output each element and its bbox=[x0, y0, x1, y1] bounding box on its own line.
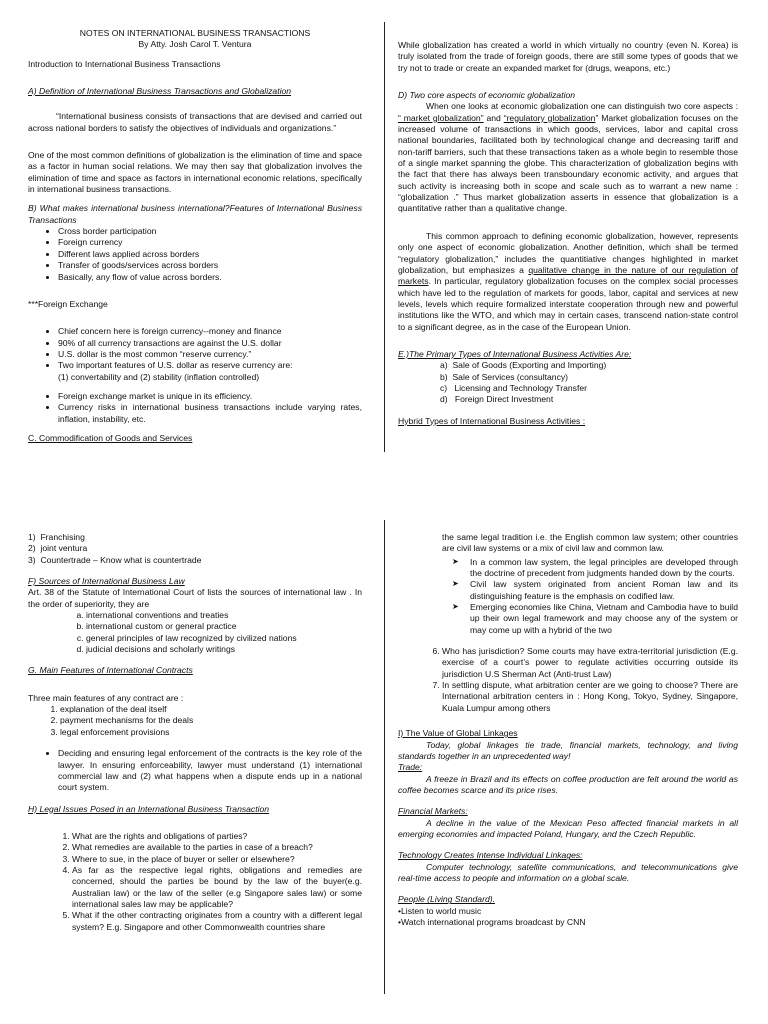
section-g-heading: G. Main Features of International Contracts bbox=[28, 665, 193, 676]
list-item: a) Sale of Goods (Exporting and Importing) bbox=[440, 360, 607, 371]
intro-heading: Introduction to International Business Transactions bbox=[28, 58, 221, 69]
trade-heading: Trade: bbox=[398, 762, 423, 773]
section-c-heading: C. Commodification of Goods and Services bbox=[28, 432, 193, 443]
arrow-icon: ➤ bbox=[452, 602, 459, 612]
list-item: 1) Franchising bbox=[28, 532, 85, 542]
people-item: •Listen to world music bbox=[398, 905, 482, 916]
fx-list bbox=[28, 326, 362, 371]
list-item: 2. What remedies are available to the parties in case of a breach? bbox=[72, 842, 362, 853]
enforcement-bullet bbox=[28, 748, 362, 793]
section-i-heading: I) The Value of Global Linkages bbox=[398, 728, 518, 739]
page-2 bbox=[384, 0, 768, 512]
contract-features-paragraph: Three main features of any contract are : bbox=[28, 692, 184, 703]
linkages-paragraph: Today, global linkages tie trade, financial markets, technology, and living standards together in an unprecedented way! bbox=[398, 739, 738, 761]
list-item: • Chief concern here is foreign currency--money and finance bbox=[58, 326, 362, 337]
core-aspects-paragraph: When one looks at economic globalization one can distinguish two core aspects : “ market globalization” and “regulatory globalization” Market globalization focuses on the increased volume of transactions in which goods, services, labor and capital cross national boundaries, facilitated both by technological change and decreasing tariff and non-tariff barriers, such that these transactions taken as a whole begin to resemble those of a single market spanning the globe. This characterization of globalization begins with the fact that there has always been transboundary economic activity, and argues that such activity is increasing both in scope and scale such as to warrant a new name : “globalization .” Thus market globalization asserts in essence that globalization is a quantitative rather than a qualitative change. bbox=[398, 101, 738, 214]
financial-markets-paragraph: A decline in the value of the Mexican Peso affected financial markets in all emerging economies and impacted Poland, Hungary, and the Czech Republic. bbox=[398, 817, 738, 839]
list-item: d. judicial decisions and scholarly writings bbox=[86, 644, 362, 655]
list-item: • Cross border participation bbox=[58, 226, 362, 237]
list-item: 7. In settling dispute, what arbitration center are we going to choose? There are International arbitration centers in : Hong Kong, Tokyo, Sydney, Singapore, Kuala Lumpur among others bbox=[442, 680, 738, 714]
list-item: c. general principles of law recognized by civilized nations bbox=[86, 633, 362, 644]
list-item: 3. legal enforcement provisions bbox=[60, 727, 362, 738]
isolation-paragraph: While globalization has created a world in which virtually no country (even N. Korea) is truly isolated from the trade of foreign goods, there are still some types of goods that we try not to trade or create an expanded market for (drugs, weapons, etc.) bbox=[398, 40, 738, 73]
section-b-heading: B) What makes international business international?Features of International Business Transactions bbox=[28, 203, 362, 225]
list-item: • Transfer of goods/services across borders bbox=[58, 260, 362, 271]
list-item: ➤ Civil law system originated from ancient Roman law and its distinguishing feature is the emphasis on codified law. bbox=[452, 579, 738, 601]
arrow-icon: ➤ bbox=[452, 579, 459, 589]
list-item: d) Foreign Direct Investment bbox=[440, 394, 554, 405]
column-divider bbox=[384, 22, 385, 452]
list-item: ➤ In a common law system, the legal principles are developed through the doctrine of precedent from judgments handed down by the courts. bbox=[452, 556, 738, 579]
section-a-heading: A) Definition of International Business Transactions and Globalization bbox=[28, 86, 292, 97]
section-d-heading: D) Two core aspects of economic globalization bbox=[398, 90, 576, 101]
list-item: b) Sale of Services (consultancy) bbox=[440, 371, 569, 382]
legal-tradition-continued: the same legal tradition i.e. the English common law system; other countries are civil law systems or a mix of civil law and common law. bbox=[442, 532, 738, 554]
list-item: 3. Where to sue, in the place of buyer or seller or elsewhere? bbox=[72, 854, 362, 865]
list-item: 2) joint ventura bbox=[28, 543, 88, 554]
list-item: • Foreign exchange market is unique in its efficiency. bbox=[58, 391, 362, 402]
fx-list-2 bbox=[28, 391, 362, 425]
column-divider bbox=[384, 520, 385, 994]
list-item: • U.S. dollar is the most common “reserve currency.” bbox=[58, 349, 362, 360]
activity-types-list bbox=[398, 360, 738, 405]
section-h-heading: H) Legal Issues Posed in an International Business Transaction bbox=[28, 803, 270, 814]
hybrid-list bbox=[28, 532, 362, 566]
document-author: By Atty. Josh Carol T. Ventura bbox=[138, 39, 252, 50]
list-item: 6. Who has jurisdiction? Some courts may have extra-territorial jurisdiction (E.g. exercise of a court’s power to regulate activities occurring outside its jurisdiction U.S Sherman Act (Anti-trust Law) bbox=[442, 646, 738, 680]
list-item: 4. As far as the respective legal rights, obligations and remedies are concerned, should the parties be bound by the law of the buyer(e.g. Australian law) or the law of the seller (e.g Singapore sales law) or some international sales law may be applicable? bbox=[72, 865, 362, 910]
list-item: • Two important features of U.S. dollar as reserve currency are: bbox=[58, 360, 362, 371]
list-item: • Currency risks in international business transactions include varying rates, inflation, instability, etc. bbox=[58, 402, 362, 425]
contract-features-list bbox=[28, 704, 362, 738]
document-title: NOTES ON INTERNATIONAL BUSINESS TRANSACTIONS bbox=[79, 28, 311, 38]
list-item: • Basically, any flow of value across borders. bbox=[58, 272, 362, 283]
features-list bbox=[28, 226, 362, 283]
section-f-heading: F) Sources of International Business Law bbox=[28, 576, 185, 587]
people-item: •Watch international programs broadcast by CNN bbox=[398, 916, 586, 927]
page-4 bbox=[384, 512, 768, 1024]
trade-paragraph: A freeze in Brazil and its effects on coffee production are felt around the world as coffee becomes scarce and its price rises. bbox=[398, 773, 738, 795]
quote: “International business consists of transactions that are devised and carried out across national borders to satisfy the objectives of individuals and organizations.” bbox=[28, 111, 362, 133]
list-item: ➤ Emerging economies like China, Vietnam and Cambodia have to build up their own legal framework and may choose any of the system or may come up with a hybrid of the two bbox=[452, 602, 738, 635]
list-item: 1. explanation of the deal itself bbox=[60, 704, 362, 715]
list-item: • Deciding and ensuring legal enforcement of the contracts is the key role of the lawyer. In ensuring enforceability, lawyer must understand (1) international commercial law and (2) what happens when a dispute ends up in a national court system. bbox=[58, 748, 362, 793]
technology-paragraph: Computer technology, satellite communications, and telecommunications give real-time access to people and information on a global scale. bbox=[398, 861, 738, 883]
legal-systems-list bbox=[398, 557, 738, 636]
list-item: • Different laws applied across borders bbox=[58, 249, 362, 260]
list-item: b. international custom or general practice bbox=[86, 621, 362, 632]
list-item: • 90% of all currency transactions are against the U.S. dollar bbox=[58, 338, 362, 349]
hybrid-heading: Hybrid Types of International Business Activities : bbox=[398, 415, 586, 426]
technology-heading: Technology Creates Intense Individual Linkages: bbox=[398, 850, 583, 861]
fx-heading: ***Foreign Exchange bbox=[28, 298, 108, 309]
list-item: 2. payment mechanisms for the deals bbox=[60, 715, 362, 726]
list-item: • Foreign currency bbox=[58, 237, 362, 248]
globalization-paragraph: One of the most common definitions of globalization is the elimination of time and space as a factor in human social relations. We may then say that globalization involves the elimination of time and space as factors in international economic relations, specifically in international business transactions. bbox=[28, 150, 362, 195]
sources-list bbox=[28, 610, 362, 655]
fx-subline: (1) convertability and (2) stability (inflation controlled) bbox=[58, 371, 260, 382]
arrow-icon: ➤ bbox=[452, 556, 459, 566]
list-item: 3) Countertrade – Know what is countertrade bbox=[28, 554, 202, 565]
list-item: 5. What if the other contracting originates from a country with a different legal system? E.g. Singapore and other Commonwealth countries share bbox=[72, 910, 362, 933]
page-1 bbox=[0, 0, 384, 512]
jurisdiction-list bbox=[398, 646, 738, 714]
list-item: c) Licensing and Technology Transfer bbox=[440, 382, 587, 393]
list-item: 1. What are the rights and obligations of parties? bbox=[72, 831, 362, 842]
list-item: a. international conventions and treaties bbox=[86, 610, 362, 621]
financial-markets-heading: Financial Markets: bbox=[398, 806, 468, 817]
legal-issues-list bbox=[28, 831, 362, 933]
regulatory-paragraph: This common approach to defining economic globalization, however, represents only one aspect of economic globalization. Another definition, which shall be termed “regulatory globalization,” includes the quantitiative changes highlighted in market globalization, but emphasizes a qualitative change in the nature of our regulation of markets. In particular, regulatory globalization focuses on the complex social processes which have led to the regulation of markets for goods, labor, capital and services at new levels, levels which require formalized interstate cooperation through new and powerful institutions like the WTO, and which may in certain cases, transcend nation-state control to a significant degree, as in the case of the European Union. bbox=[398, 230, 738, 332]
page-3 bbox=[0, 512, 384, 1024]
section-e-heading: E.)The Primary Types of International Business Activities Are: bbox=[398, 348, 632, 359]
people-heading: People (Living Standard). bbox=[398, 894, 495, 905]
sources-paragraph: Art. 38 of the Statute of International Court of lists the sources of international law . In the order of superiority, they are bbox=[28, 587, 362, 609]
